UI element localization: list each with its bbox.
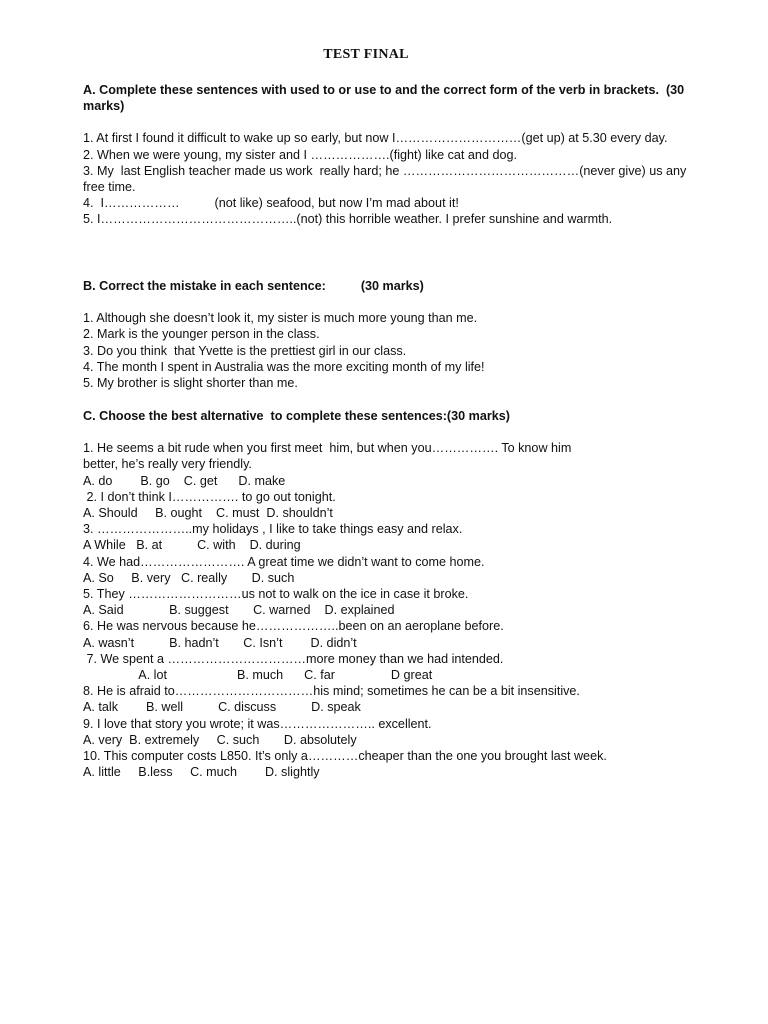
page-title: TEST FINAL [323, 47, 409, 62]
section-c-line: 9. I love that story you wrote; it was………………….. excellent. [83, 716, 432, 731]
section-c-line: 10. This computer costs L850. It’s only a…………cheaper than the one you brought last week. [83, 749, 607, 764]
section-a-item: 3. My last English teacher made us work really hard; he ……………………………………(never give) us any free time. [83, 163, 690, 195]
section-a-item: 4. I……………… (not like) seafood, but now I’m mad about it! [83, 196, 459, 211]
section-a [83, 82, 695, 228]
section-c-line: A. very B. extremely C. such D. absolutely [83, 732, 357, 747]
section-c-line: 5. They ………………………us not to walk on the ice in case it broke. [83, 587, 469, 602]
section-a-item: 5. I………………………………………..(not) this horrible weather. I prefer sunshine and warmth. [83, 212, 613, 227]
section-c-line: A. So B. very C. really D. such [83, 570, 295, 585]
section-c-line: 8. He is afraid to……………………………his mind; sometimes he can be a bit insensitive. [83, 684, 580, 699]
section-c-line: 1. He seems a bit rude when you first meet him, but when you……………. To know him [83, 441, 572, 456]
section-b-item: 4. The month I spent in Australia was the more exciting month of my life! [83, 359, 485, 374]
section-b-heading: B. Correct the mistake in each sentence: (30 marks) [83, 279, 424, 293]
section-b [83, 278, 695, 391]
section-a-item: 1. At first I found it difficult to wake up so early, but now I…………………………(get up) at 5.30 every day. [83, 131, 668, 146]
section-a-heading: A. Complete these sentences with used to or use to and the correct form of the verb in brackets. (30 marks) [83, 83, 688, 114]
section-b-item: 3. Do you think that Yvette is the prettiest girl in our class. [83, 343, 407, 358]
section-c-heading: C. Choose the best alternative to complete these sentences:(30 marks) [83, 409, 510, 423]
section-b-item: 1. Although she doesn’t look it, my sister is much more young than me. [83, 311, 478, 326]
section-c-line: A While B. at C. with D. during [83, 538, 301, 553]
section-b-item: 2. Mark is the younger person in the class. [83, 327, 320, 342]
section-c-line: 7. We spent a ……………………………more money than we had intended. [83, 651, 504, 666]
section-c-line: A. Should B. ought C. must D. shouldn’t [83, 506, 333, 521]
section-c-line: A. wasn’t B. hadn’t C. Isn’t D. didn’t [83, 635, 357, 650]
section-c-line: 3. …………………..my holidays , I like to take things easy and relax. [83, 522, 463, 537]
section-b-item: 5. My brother is slight shorter than me. [83, 376, 298, 391]
section-c-line: A. do B. go C. get D. make [83, 473, 286, 488]
section-c-line: 6. He was nervous because he………………..been on an aeroplane before. [83, 619, 504, 634]
section-c-line: 4. We had……………………. A great time we didn’t want to come home. [83, 554, 485, 569]
section-c [83, 408, 695, 780]
section-c-line: A. Said B. suggest C. warned D. explained [83, 603, 395, 618]
section-c-line: 2. I don’t think I……………. to go out tonight. [83, 489, 336, 504]
section-c-line: A. lot B. much C. far D great [83, 668, 433, 683]
section-c-line: better, he’s really very friendly. [83, 457, 252, 472]
section-c-line: A. little B.less C. much D. slightly [83, 765, 320, 780]
section-c-line: A. talk B. well C. discuss D. speak [83, 700, 361, 715]
section-a-item: 2. When we were young, my sister and I ……………….(fight) like cat and dog. [83, 147, 517, 162]
